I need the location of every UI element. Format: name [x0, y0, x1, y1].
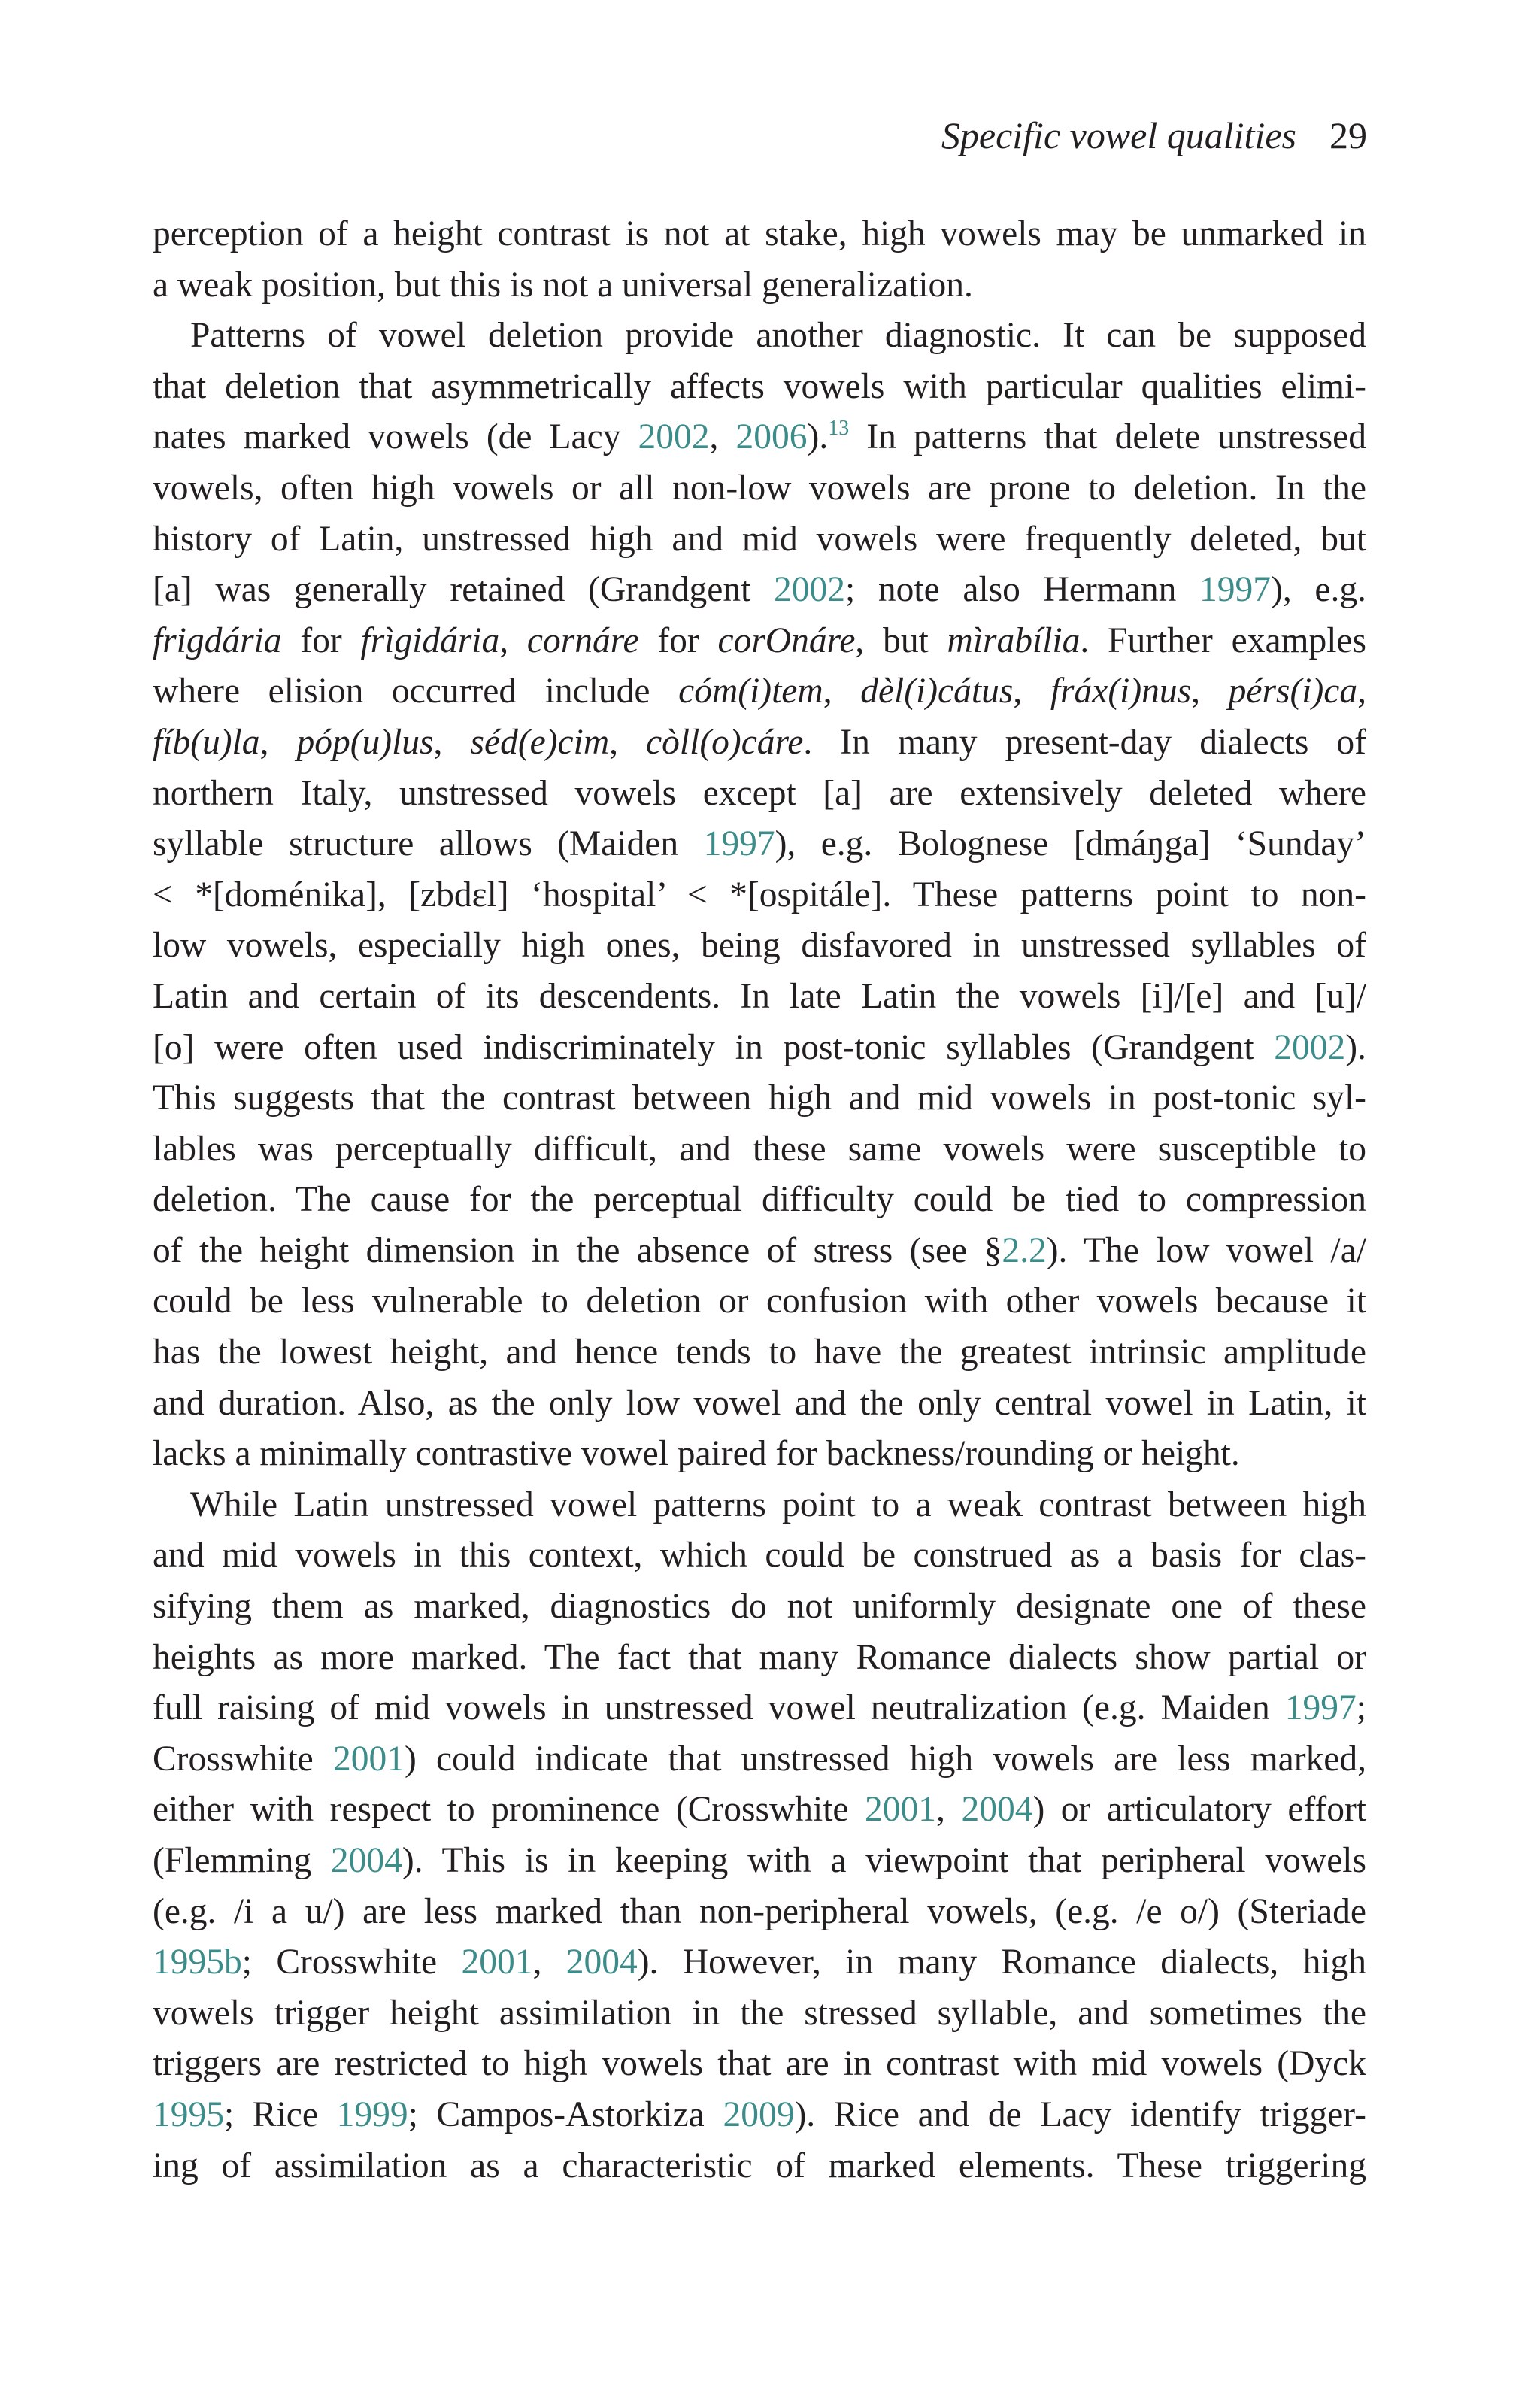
text-run: ; Crosswhite	[241, 1943, 462, 1982]
text-line	[153, 921, 1366, 972]
text-run: perception of a height contrast is not at stake, high vowels may be unmarked in	[153, 214, 1366, 253]
italic-term: dèl(i)cátus	[860, 672, 1014, 711]
italic-term: séd(e)cim	[470, 722, 610, 762]
text-line	[153, 1429, 1366, 1480]
text-run: has the lowest height, and hence tends to have the greatest intrinsic amplitude	[153, 1333, 1366, 1372]
text-line	[153, 1785, 1366, 1836]
italic-term: fráx(i)nus	[1050, 672, 1192, 711]
text-run: history of Latin, unstressed high and mid vowels were frequently deleted, but	[153, 519, 1366, 559]
citation-link[interactable]: 2002	[1274, 1027, 1346, 1067]
text-run: ,	[823, 672, 861, 711]
text-run: ), e.g. Bolognese [dmáŋga] ‘Sunday’	[775, 824, 1367, 864]
text-run: ,	[709, 417, 736, 457]
text-run: ) or articulatory effort	[1032, 1790, 1366, 1830]
text-run: full raising of mid vowels in unstressed vowel neutralization (e.g. Maiden	[153, 1688, 1285, 1728]
text-line	[153, 1480, 1366, 1531]
text-line	[153, 819, 1366, 870]
citation-link[interactable]: 1995	[153, 2094, 224, 2134]
text-run: ) could indicate that unstressed high vowels are less marked,	[404, 1739, 1367, 1779]
text-run: for	[281, 620, 361, 660]
citation-link[interactable]: 2.2	[1002, 1230, 1047, 1270]
text-line	[153, 260, 1366, 311]
citation-link[interactable]: 2004	[961, 1790, 1033, 1830]
text-run: ,	[609, 722, 647, 762]
text-run: ,	[1357, 672, 1367, 711]
text-run: for	[638, 620, 718, 660]
text-line	[153, 1683, 1366, 1734]
text-run: ,	[259, 722, 297, 762]
text-run: a weak position, but this is not a universal generalization.	[153, 265, 973, 305]
citation-link[interactable]: 2004	[330, 1841, 402, 1880]
text-run: ). Rice and de Lacy identify trigger-	[794, 2094, 1366, 2134]
text-run: (Flemming	[153, 1841, 331, 1880]
text-run: Crosswhite	[153, 1739, 333, 1779]
text-line	[153, 717, 1366, 769]
text-run: and duration. Also, as the only low vowel and the only central vowel in Latin, it	[153, 1383, 1366, 1423]
citation-link[interactable]: 2002	[638, 417, 710, 457]
citation-link[interactable]: 2009	[723, 2094, 795, 2134]
text-line	[153, 1734, 1366, 1785]
citation-link[interactable]: 1999	[336, 2094, 408, 2134]
text-line	[153, 311, 1366, 362]
text-line	[153, 769, 1366, 820]
text-run: ,	[1013, 672, 1050, 711]
text-run: In patterns that delete unstressed	[849, 417, 1367, 457]
text-run: either with respect to prominence (Crosswhite	[153, 1790, 865, 1830]
text-run: triggers are restricted to high vowels that are in contrast with mid vowels (Dyck	[153, 2044, 1366, 2084]
text-run: ; Rice	[224, 2094, 337, 2134]
text-line	[153, 1175, 1366, 1226]
text-run: ,	[1191, 672, 1229, 711]
text-line	[153, 2090, 1366, 2141]
italic-term: corOnáre	[717, 620, 856, 660]
citation-link[interactable]: 2004	[565, 1943, 638, 1982]
text-line	[153, 2039, 1366, 2090]
text-run: ;	[1356, 1688, 1366, 1728]
italic-term: frìgidária	[360, 620, 500, 660]
text-run: ), e.g.	[1271, 570, 1366, 610]
text-run: ,	[532, 1943, 566, 1982]
text-run: (e.g. /i a u/) are less marked than non-peripheral vowels, (e.g. /e o/) (Steriade	[153, 1891, 1366, 1931]
text-run: deletion. The cause for the perceptual difficulty could be tied to compression	[153, 1180, 1366, 1220]
italic-term: frigdária	[153, 620, 282, 660]
text-run: syllable structure allows (Maiden	[153, 824, 704, 864]
text-run: ing of assimilation as a characteristic of marked elements. These triggering	[153, 2146, 1366, 2185]
text-line	[153, 616, 1366, 667]
text-run: and mid vowels in this context, which could be construed as a basis for clas-	[153, 1536, 1366, 1576]
text-line	[153, 209, 1366, 260]
citation-link[interactable]: 2001	[461, 1943, 533, 1982]
citation-link[interactable]: 1995b	[153, 1943, 242, 1982]
text-run: < *[doménika], [zbdɛl] ‘hospital’ < *[ospitále]. These patterns point to non-	[153, 875, 1366, 914]
text-run: ,	[433, 722, 471, 762]
text-run: This suggests that the contrast between high and mid vowels in post-tonic syl-	[153, 1078, 1366, 1118]
citation-link[interactable]: 2001	[332, 1739, 405, 1779]
text-run: ). The low vowel /a/	[1046, 1230, 1366, 1270]
running-head	[941, 113, 1367, 158]
text-run: . Further examples	[1080, 620, 1367, 660]
italic-term: póp(u)lus	[296, 722, 434, 762]
text-line	[153, 972, 1366, 1023]
text-run: While Latin unstressed vowel patterns point to a weak contrast between high	[190, 1485, 1366, 1524]
text-line	[153, 1937, 1366, 1988]
text-run: sifying them as marked, diagnostics do not uniformly designate one of these	[153, 1587, 1366, 1627]
text-run: that deletion that asymmetrically affects vowels with particular qualities elimi-	[153, 366, 1366, 406]
text-line	[153, 1226, 1366, 1277]
body-text	[153, 209, 1366, 2191]
text-run: ).	[1345, 1027, 1366, 1067]
italic-term: cóm(i)tem	[678, 672, 823, 711]
footnote-marker[interactable]: 13	[828, 417, 850, 441]
text-run: vowels trigger height assimilation in the stressed syllable, and sometimes the	[153, 1993, 1366, 2033]
text-line	[153, 1276, 1366, 1327]
text-line	[153, 1988, 1366, 2040]
text-line	[153, 870, 1366, 921]
citation-link[interactable]: 1997	[1284, 1688, 1357, 1728]
text-line	[153, 463, 1366, 514]
text-line	[153, 1124, 1366, 1175]
text-line	[153, 1378, 1366, 1430]
text-run: Latin and certain of its descendents. In late Latin the vowels [i]/[e] and [u]/	[153, 976, 1366, 1016]
text-run: [a] was generally retained (Grandgent	[153, 570, 775, 610]
text-line	[153, 1887, 1366, 1938]
text-line	[153, 1023, 1366, 1074]
text-run: ).	[807, 417, 829, 457]
text-line	[153, 565, 1366, 616]
text-run: lacks a minimally contrastive vowel paired for backness/rounding or height.	[153, 1434, 1240, 1474]
text-run: northern Italy, unstressed vowels except [a] are extensively deleted where	[153, 773, 1366, 813]
text-run: could be less vulnerable to deletion or confusion with other vowels because it	[153, 1281, 1366, 1321]
citation-link[interactable]: 2006	[735, 417, 808, 457]
text-line	[153, 514, 1366, 566]
section-title: Specific vowel qualities	[941, 114, 1296, 156]
italic-term: mìrabília	[947, 620, 1081, 660]
citation-link[interactable]: 2002	[774, 570, 846, 610]
text-run: ; Campos-Astorkiza	[408, 2094, 723, 2134]
text-run: ,	[499, 620, 527, 660]
text-line	[153, 1633, 1366, 1684]
text-run: nates marked vowels (de Lacy	[153, 417, 638, 457]
text-run: ,	[936, 1790, 962, 1830]
text-run: ; note also Hermann	[845, 570, 1200, 610]
text-line	[153, 666, 1366, 717]
citation-link[interactable]: 1997	[703, 824, 775, 864]
text-run: Patterns of vowel deletion provide another diagnostic. It can be supposed	[190, 316, 1366, 356]
italic-term: pérs(i)ca	[1228, 672, 1358, 711]
text-run: of the height dimension in the absence of stress (see §	[153, 1230, 1002, 1270]
text-run: lables was perceptually difficult, and these same vowels were susceptible to	[153, 1129, 1366, 1169]
italic-term: fíb(u)la	[153, 722, 260, 762]
text-run: ). This is in keeping with a viewpoint that peripheral vowels	[402, 1841, 1366, 1880]
text-line	[153, 1582, 1366, 1633]
text-line	[153, 412, 1366, 463]
citation-link[interactable]: 2001	[865, 1790, 937, 1830]
text-run: where elision occurred include	[153, 672, 679, 711]
page-number: 29	[1329, 114, 1367, 156]
text-run: heights as more marked. The fact that many Romance dialects show partial or	[153, 1637, 1366, 1677]
text-run: , but	[855, 620, 947, 660]
italic-term: còll(o)cáre	[646, 722, 804, 762]
text-run: ). However, in many Romance dialects, high	[637, 1943, 1367, 1982]
text-line	[153, 1073, 1366, 1124]
text-line	[153, 2141, 1366, 2192]
text-run: . In many present-day dialects of	[803, 722, 1366, 762]
italic-term: cornáre	[526, 620, 639, 660]
text-run: [o] were often used indiscriminately in post-tonic syllables (Grandgent	[153, 1027, 1275, 1067]
text-line	[153, 1530, 1366, 1582]
text-line	[153, 362, 1366, 413]
text-line	[153, 1327, 1366, 1378]
text-run: vowels, often high vowels or all non-low vowels are prone to deletion. In the	[153, 468, 1366, 508]
text-line	[153, 1836, 1366, 1887]
citation-link[interactable]: 1997	[1199, 570, 1272, 610]
text-run: low vowels, especially high ones, being disfavored in unstressed syllables of	[153, 926, 1366, 966]
